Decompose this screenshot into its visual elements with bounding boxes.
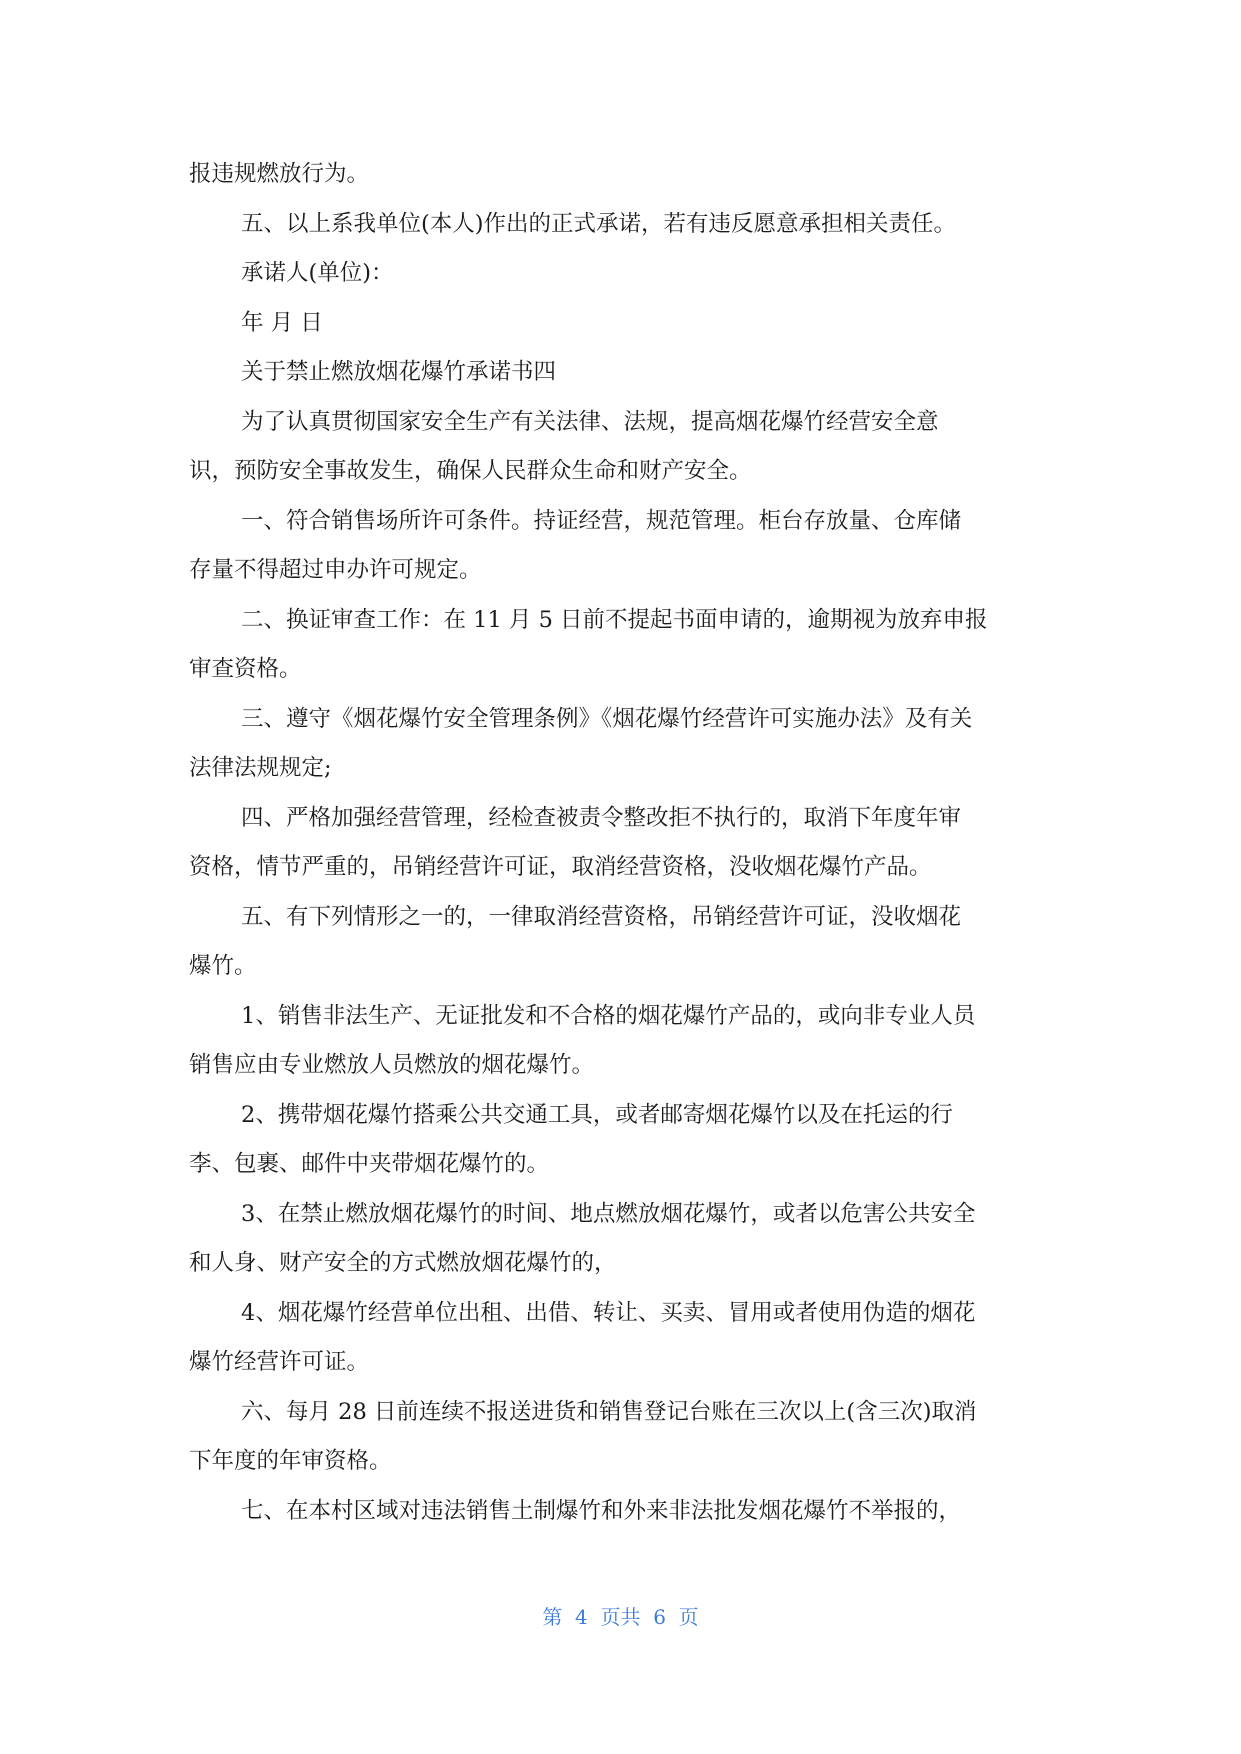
text-line: 存量不得超过申办许可规定。	[189, 557, 482, 583]
text-line: 和人身、财产安全的方式燃放烟花爆竹的，	[189, 1250, 617, 1276]
document-body	[189, 150, 1059, 1536]
text-line: 七、在本村区域对违法销售土制爆竹和外来非法批发烟花爆竹不举报的，	[241, 1497, 962, 1524]
text-line: 一、符合销售场所许可条件。持证经营，规范管理。柜台存放量、仓库储	[241, 507, 962, 534]
text-line: 识，预防安全事故发生，确保人民群众生命和财产安全。	[189, 458, 752, 484]
text-line: 3、在禁止燃放烟花爆竹的时间、地点燃放烟花爆竹，或者以危害公共安全	[241, 1200, 976, 1227]
text-line: 销售应由专业燃放人员燃放的烟花爆竹。	[189, 1052, 595, 1078]
text-line: 六、每月 28 日前连续不报送进货和销售登记台账在三次以上(含三次)取消	[241, 1398, 977, 1425]
text-line: 二、换证审查工作：在 11 月 5 日前不提起书面申请的，逾期视为放弃申报	[241, 606, 988, 633]
text-line: 四、严格加强经营管理，经检查被责令整改拒不执行的，取消下年度年审	[241, 804, 962, 831]
text-line: 五、有下列情形之一的，一律取消经营资格，吊销经营许可证，没收烟花	[241, 903, 962, 930]
text-line: 报违规燃放行为。	[189, 161, 370, 187]
text-line: 资格，情节严重的，吊销经营许可证，取消经营资格，没收烟花爆竹产品。	[189, 854, 932, 880]
text-line: 下年度的年审资格。	[189, 1448, 392, 1474]
text-line: 三、遵守《烟花爆竹安全管理条例》《烟花爆竹经营许可实施办法》及有关	[241, 705, 973, 732]
text-line: 法律法规规定;	[189, 755, 332, 781]
text-line: 为了认真贯彻国家安全生产有关法律、法规，提高烟花爆竹经营安全意	[241, 408, 939, 435]
text-line: 爆竹。	[189, 953, 257, 979]
text-line: 年 月 日	[241, 309, 323, 336]
text-line: 李、包裹、邮件中夹带烟花爆竹的。	[189, 1151, 550, 1177]
text-line: 1、销售非法生产、无证批发和不合格的烟花爆竹产品的，或向非专业人员	[241, 1002, 976, 1029]
section-heading: 关于禁止燃放烟花爆竹承诺书四	[241, 359, 557, 385]
text-line: 审查资格。	[189, 656, 302, 682]
page-number: 第 4 页共 6 页	[542, 1605, 699, 1629]
text-line: 五、以上系我单位(本人)作出的正式承诺，若有违反愿意承担相关责任。	[241, 210, 957, 237]
text-line: 爆竹经营许可证。	[189, 1349, 370, 1375]
text-line: 2、携带烟花爆竹搭乘公共交通工具，或者邮寄烟花爆竹以及在托运的行	[241, 1101, 953, 1128]
text-line: 4、烟花爆竹经营单位出租、出借、转让、买卖、冒用或者使用伪造的烟花	[241, 1299, 976, 1326]
text-line: 承诺人(单位)：	[241, 260, 394, 286]
